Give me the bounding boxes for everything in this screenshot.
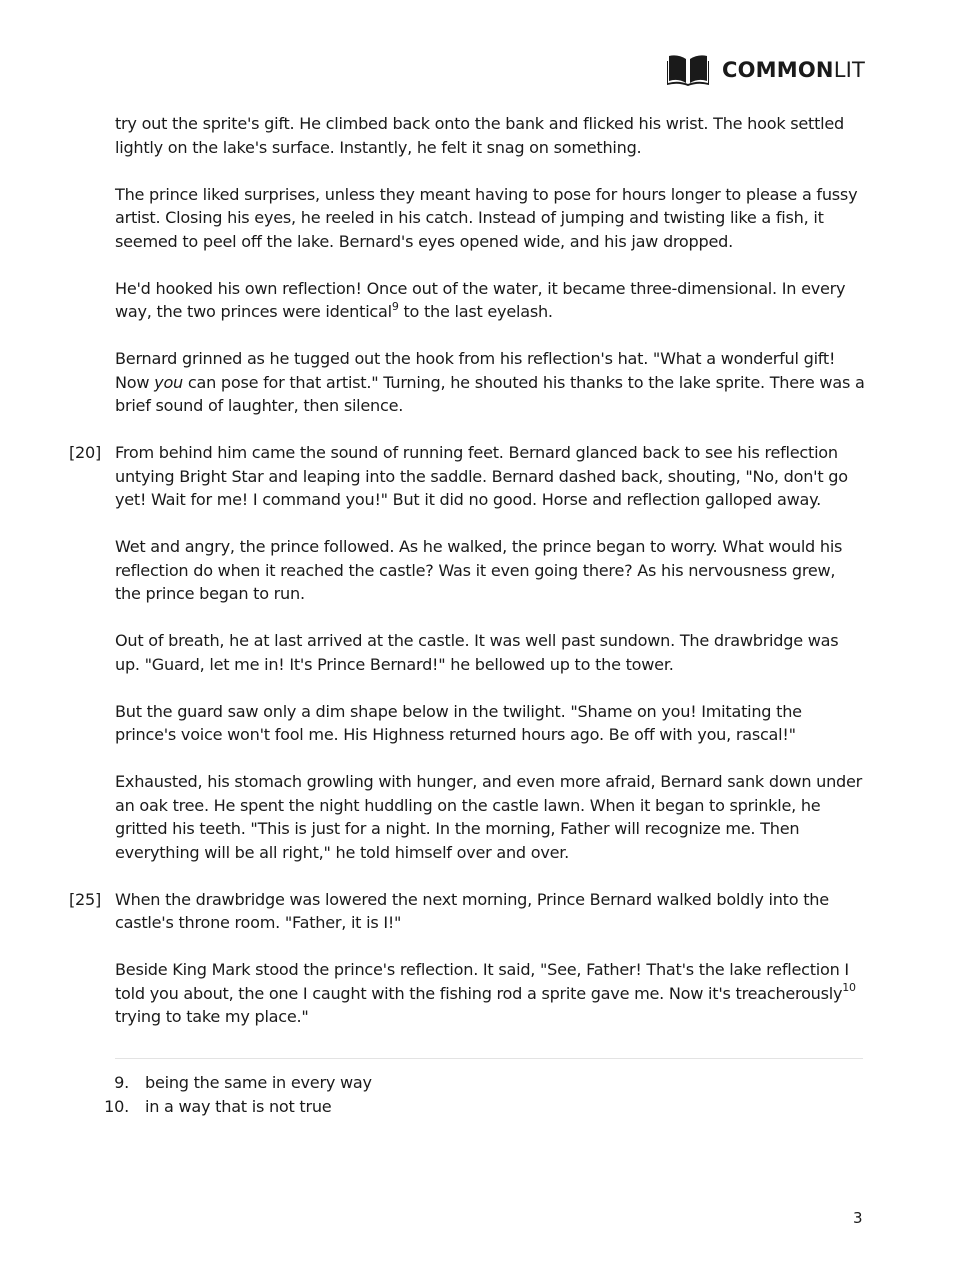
paragraph-text: Beside King Mark stood the prince's reflection. It said, "See, Father! That's the lake reflection I told you about, the one I caught with the fishing rod a sprite gave me. Now it's treacherously (115, 960, 849, 1003)
footnote-divider (115, 1058, 863, 1059)
logo-text-light: LIT (833, 57, 866, 82)
paragraph-text: But the guard saw only a dim shape below in the twilight. "Shame on you! Imitating the prince's voice won't fool me. His Highness returned hours ago. Be off with you, rascal!" (115, 701, 802, 744)
paragraph (69, 441, 865, 512)
paragraph-text: He'd hooked his own reflection! Once out of the water, it became three-dimensional. In every way, the two princes were identical (115, 278, 846, 321)
paragraph-text: to the last eyelash. (398, 302, 553, 321)
logo-wordmark (722, 57, 866, 82)
footnote-ref-9[interactable]: 9 (391, 299, 399, 313)
open-book-icon (666, 53, 710, 87)
page-number: 3 (853, 1209, 863, 1227)
footnote-text: in a way that is not true (145, 1097, 332, 1116)
paragraph-text: try out the sprite's gift. He climbed back onto the bank and flicked his wrist. The hook settled lightly on the lake's surface. Instantly, he felt it snag on something. (115, 114, 845, 157)
footnote-item (95, 1071, 795, 1095)
paragraph (115, 347, 865, 418)
paragraph (115, 277, 865, 324)
paragraph-number: [20] (69, 443, 102, 462)
logo-text-bold: COMMON (722, 57, 834, 82)
commonlit-logo (666, 52, 865, 88)
footnote-number: 9. (114, 1073, 129, 1092)
paragraph (115, 629, 865, 676)
paragraph-text: The prince liked surprises, unless they meant having to pose for hours longer to please a fussy artist. Closing his eyes, he reeled in his catch. Instead of jumping and twisting like a fish, it seemed to peel off the lake. Bernard's eyes opened wide, and his jaw dropped. (115, 184, 858, 251)
paragraph (115, 112, 865, 159)
footnote-item (95, 1095, 795, 1119)
paragraph (115, 958, 865, 1029)
paragraph (115, 700, 865, 747)
footnote-ref-10[interactable]: 10 (842, 981, 856, 995)
paragraph-text: can pose for that artist." Turning, he shouted his thanks to the lake sprite. There was a brief sound of laughter, then silence. (115, 372, 865, 415)
paragraph-text: From behind him came the sound of running feet. Bernard glanced back to see his reflection untying Bright Star and leaping into the saddle. Bernard dashed back, shouting, "No, don't go yet! Wait for me! I command you!" But it did no good. Horse and reflection galloped away. (115, 443, 848, 509)
paragraph-text: Exhausted, his stomach growling with hunger, and even more afraid, Bernard sank down under an oak tree. He spent the night huddling on the castle lawn. When it began to sprinkle, he gritted his teeth. "This is just for a night. In the morning, Father will recognize me. Then everything will be all right," he told himself over and over. (115, 772, 863, 862)
footnote-number: 10. (104, 1097, 129, 1116)
paragraph-text: Wet and angry, the prince followed. As he walked, the prince began to worry. What would his reflection do when it reached the castle? Was it even going there? As his nervousness grew, the prince began to run. (115, 537, 843, 603)
emphasis-text: you (154, 372, 183, 392)
paragraph-text: Bernard grinned as he tugged out the hook from his reflection's hat. "What a wonderful gift! Now (115, 349, 836, 392)
story-text (69, 112, 865, 1052)
paragraph-text: When the drawbridge was lowered the next morning, Prince Bernard walked boldly into the castle's throne room. "Father, it is I!" (115, 889, 829, 932)
paragraph (115, 770, 865, 864)
footnote-text: being the same in every way (145, 1073, 372, 1092)
paragraph (115, 183, 865, 254)
paragraph-text: Out of breath, he at last arrived at the castle. It was well past sundown. The drawbridge was up. "Guard, let me in! It's Prince Bernard!" he bellowed up to the tower. (115, 631, 839, 674)
paragraph (69, 888, 865, 935)
footnotes (95, 1071, 795, 1119)
paragraph-text: trying to take my place." (115, 1007, 309, 1026)
paragraph-number: [25] (69, 889, 102, 909)
paragraph (115, 535, 865, 606)
